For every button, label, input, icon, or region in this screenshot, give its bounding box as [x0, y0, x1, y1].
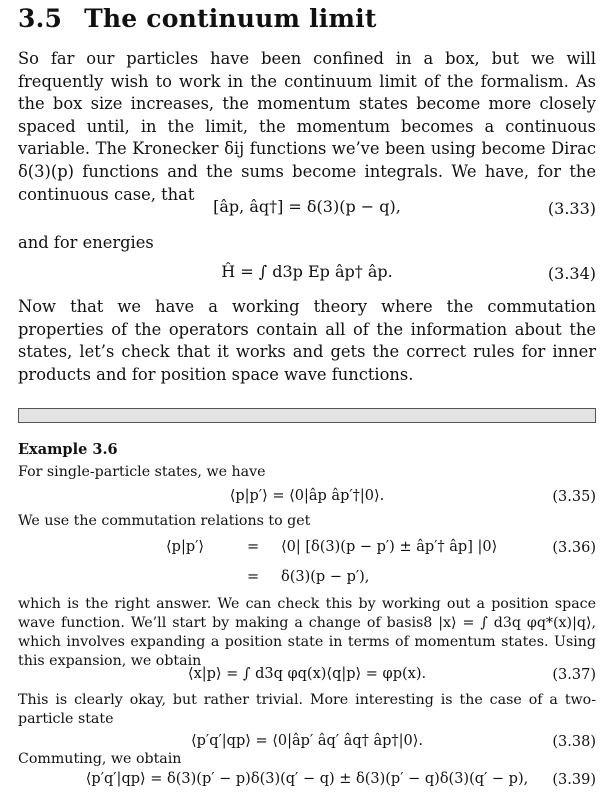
- equation-body: [âp, âq†] = δ(3)(p − q),: [213, 197, 401, 216]
- intro-paragraph: So far our particles have been confined in a box, but we will frequently wish to work in the continuum limit of the formalism. As the box size increases, the momentum states become more closely spaced until, in the limit, the momentum becomes a continuous variable. The Kronecker δij functions we’ve been using become Dirac δ(3)(p) functions and the sums become integrals. We have, for the continuous case, that: [18, 49, 596, 204]
- equation-rhs: ⟨0| [δ(3)(p − p′) ± âp′† âp] |0⟩: [281, 539, 498, 555]
- section-number: 3.5: [18, 4, 63, 33]
- example-line: We use the commutation relations to get: [18, 513, 311, 529]
- example-paragraph: This is clearly okay, but rather trivial. More interesting is the case of a two-particle state: [18, 692, 596, 727]
- equation-3-34: [18, 262, 596, 288]
- equation-relation: =: [247, 539, 260, 555]
- equation-3-33: [18, 197, 596, 223]
- equation-body: ⟨p′q′|qp⟩ = δ(3)(p′ − p)δ(3)(q′ − q) ± δ(3)(p′ − q)δ(3)(q′ − p),: [85, 771, 529, 787]
- equation-number: (3.36): [552, 540, 596, 556]
- section-heading: [18, 4, 377, 33]
- equation-number: (3.37): [552, 667, 596, 683]
- equation-rhs: δ(3)(p − p′),: [281, 569, 370, 585]
- equation-lhs: ⟨p|p′⟩: [166, 539, 205, 555]
- example-paragraph: which is the right answer. We can check this by working out a position space wave function. We’ll start by making a change of basis8 |x⟩ = ∫ d3q φq*(x)|q⟩, which involves expanding a position state in terms of momentum states. Using this expansion, we obtain: [18, 596, 596, 669]
- equation-3-36-line1: [18, 539, 596, 561]
- equation-body: ⟨x|p⟩ = ∫ d3q φq(x)⟨q|p⟩ = φp(x).: [187, 666, 427, 682]
- example-divider-bar: [18, 408, 596, 423]
- second-paragraph: Now that we have a working theory where the commutation properties of the operators contain all of the information about the states, let’s check that it works and gets the correct rules for inner products and for position space wave functions.: [18, 297, 596, 384]
- equation-3-39: [18, 771, 596, 793]
- example-title: Example 3.6: [18, 441, 118, 458]
- example-line: For single-particle states, we have: [18, 464, 266, 480]
- equation-body: ⟨p|p′⟩ = ⟨0|âp âp′†|0⟩.: [229, 488, 385, 504]
- equation-3-35: [18, 488, 596, 510]
- equation-3-37: [18, 666, 596, 688]
- section-title: The continuum limit: [84, 4, 377, 33]
- equation-number: (3.39): [552, 772, 596, 788]
- equation-number: (3.34): [547, 264, 596, 283]
- equation-body: Ĥ = ∫ d3p Ep âp† âp.: [221, 262, 393, 281]
- example-line: Commuting, we obtain: [18, 751, 182, 767]
- equation-number: (3.38): [552, 734, 596, 750]
- equation-number: (3.33): [547, 199, 596, 218]
- equation-number: (3.35): [552, 489, 596, 505]
- equation-3-36-line2: [18, 569, 596, 591]
- equation-body: ⟨p′q′|qp⟩ = ⟨0|âp′ âq′ âq† âp†|0⟩.: [190, 733, 424, 749]
- equation-relation: =: [247, 569, 260, 585]
- energies-label: and for energies: [18, 233, 154, 252]
